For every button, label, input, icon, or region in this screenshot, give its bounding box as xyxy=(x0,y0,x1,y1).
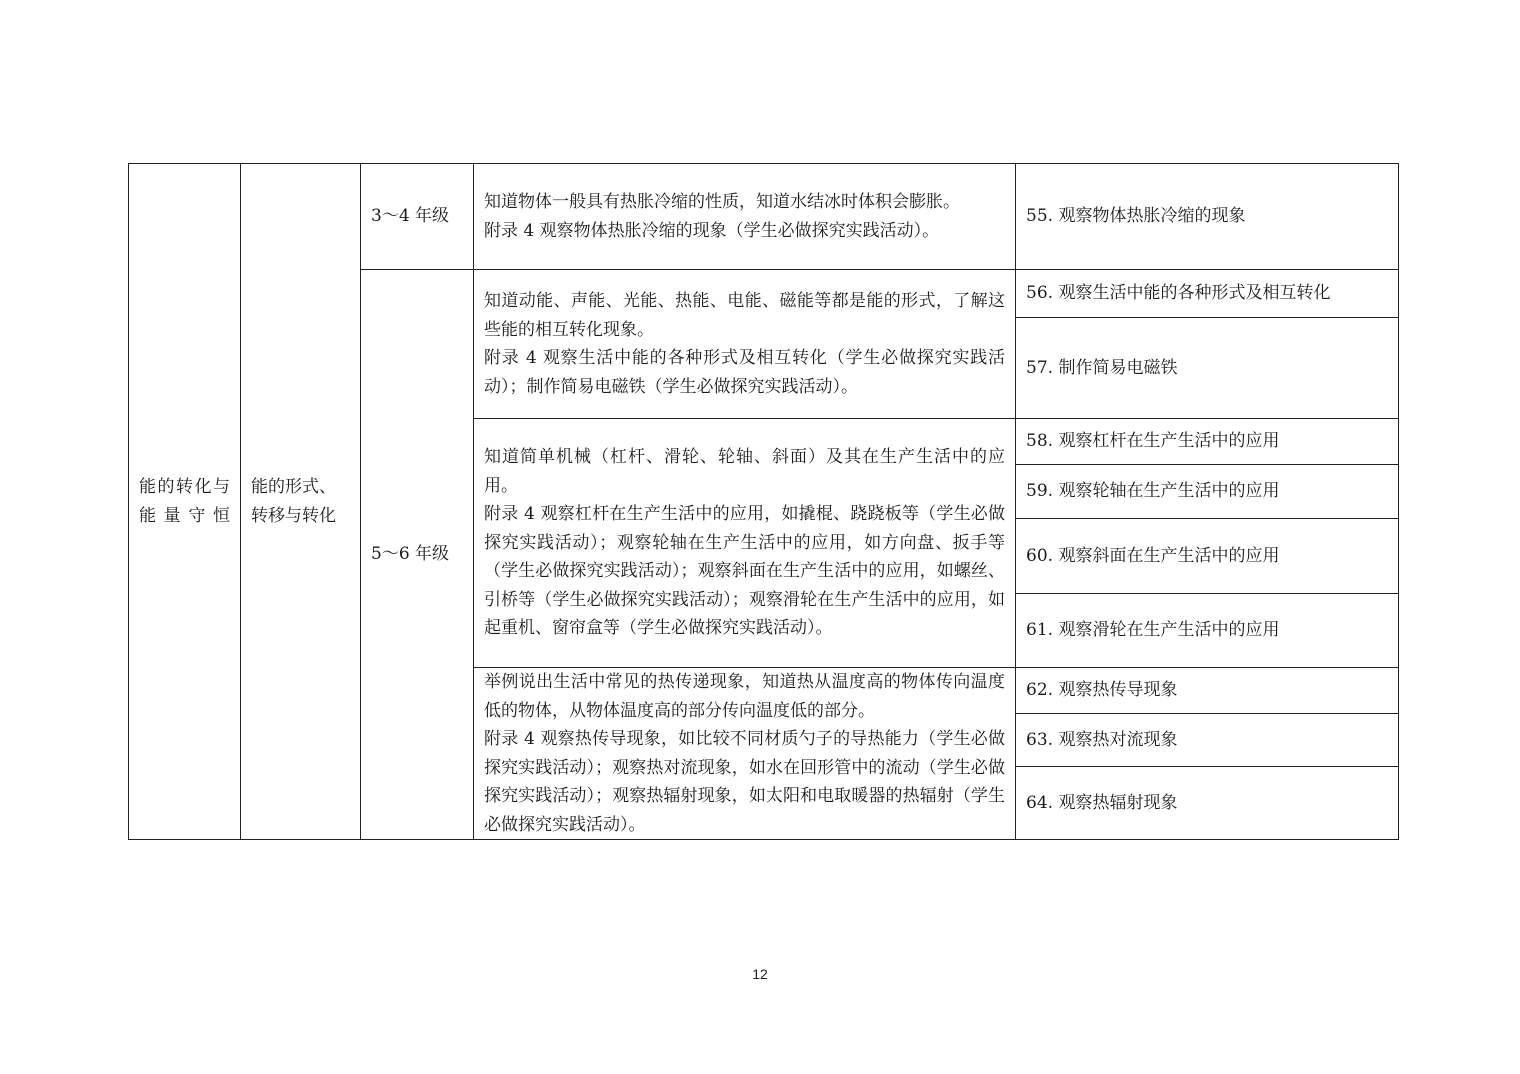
activity-label: 55. 观察物体热胀冷缩的现象 xyxy=(1026,206,1246,227)
activity-label: 57. 制作简易电磁铁 xyxy=(1026,357,1178,378)
subtopic-text: 能的形式、转移与转化 xyxy=(251,477,336,526)
activity-cell xyxy=(1016,668,1399,714)
description-appendix: 附录 4 观察杠杆在生产生活中的应用，如撬棍、跷跷板等（学生必做探究实践活动）；观察轮轴在生产生活中的应用，如方向盘、扳手等（学生必做探究实践活动）；观察斜面在生产生活中的应用，如螺丝、引桥等（学生必做探究实践活动）；观察滑轮在生产生活中的应用，如起重机、窗帘盒等（学生必做探究实践活动）。 xyxy=(484,504,1005,639)
description-cell xyxy=(474,270,1016,419)
activity-label: 61. 观察滑轮在生产生活中的应用 xyxy=(1026,620,1280,641)
activity-cell xyxy=(1016,594,1399,668)
activity-cell xyxy=(1016,270,1399,318)
activity-label: 63. 观察热对流现象 xyxy=(1026,729,1178,750)
description-cell xyxy=(474,668,1016,840)
activity-cell xyxy=(1016,519,1399,594)
description-text: 知道物体一般具有热胀冷缩的性质，知道水结冰时体积会膨胀。 xyxy=(484,192,960,212)
activity-label: 58. 观察杠杆在生产生活中的应用 xyxy=(1026,431,1280,452)
activity-cell xyxy=(1016,318,1399,419)
description-text: 举例说出生活中常见的热传递现象，知道热从温度高的物体传向温度低的物体，从物体温度高的部分传向温度低的部分。 xyxy=(484,672,1005,721)
description-text: 知道简单机械（杠杆、滑轮、轮轴、斜面）及其在生产生活中的应用。 xyxy=(484,447,1005,496)
activity-label: 62. 观察热传导现象 xyxy=(1026,680,1178,701)
activity-label: 56. 观察生活中能的各种形式及相互转化 xyxy=(1026,283,1331,304)
topic-cell xyxy=(129,164,241,840)
activity-cell xyxy=(1016,766,1399,839)
activity-cell xyxy=(1016,465,1399,519)
grade-cell-5-6 xyxy=(361,270,474,840)
activity-label: 60. 观察斜面在生产生活中的应用 xyxy=(1026,545,1280,566)
grade-label: 3～4 年级 xyxy=(371,206,450,227)
description-cell xyxy=(474,164,1016,270)
page-number: 12 xyxy=(752,966,768,982)
description-appendix: 附录 4 观察热传导现象，如比较不同材质勺子的导热能力（学生必做探究实践活动）；观察热对流现象，如水在回形管中的流动（学生必做探究实践活动）；观察热辐射现象，如太阳和电取暖器的热辐射（学生必做探究实践活动）。 xyxy=(484,729,1005,835)
description-appendix: 附录 4 观察生活中能的各种形式及相互转化（学生必做探究实践活动）；制作简易电磁铁（学生必做探究实践活动）。 xyxy=(484,348,1005,397)
description-appendix: 附录 4 观察物体热胀冷缩的现象（学生必做探究实践活动）。 xyxy=(484,220,940,241)
activity-cell xyxy=(1016,164,1399,270)
description-text: 知道动能、声能、光能、热能、电能、磁能等都是能的形式，了解这些能的相互转化现象。 xyxy=(484,291,1005,340)
curriculum-table xyxy=(128,163,1399,840)
activity-label: 64. 观察热辐射现象 xyxy=(1026,792,1178,813)
description-cell xyxy=(474,419,1016,668)
activity-cell xyxy=(1016,419,1399,465)
grade-label: 5～6 年级 xyxy=(371,544,450,565)
topic-text: 能的转化与能量守恒 xyxy=(139,477,230,526)
activity-cell xyxy=(1016,714,1399,766)
activity-label: 59. 观察轮轴在生产生活中的应用 xyxy=(1026,481,1280,502)
subtopic-cell xyxy=(241,164,361,840)
grade-cell-3-4 xyxy=(361,164,474,270)
